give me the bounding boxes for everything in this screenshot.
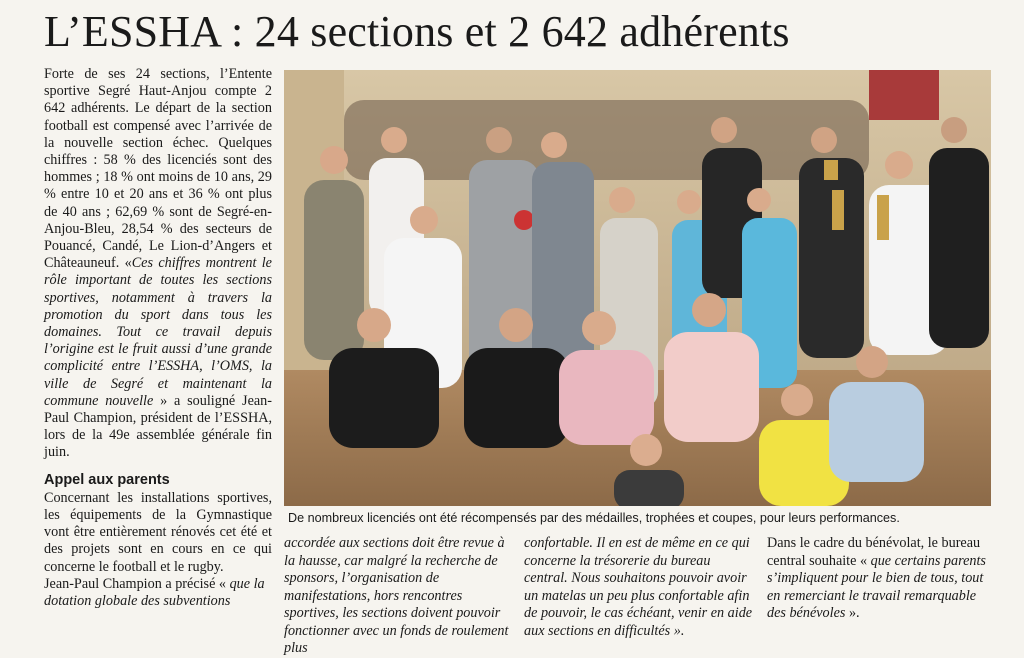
section-subheading: Appel aux parents <box>44 471 170 488</box>
photo-caption: De nombreux licenciés ont été récompensés par des médailles, trophées et coupes, pour leurs performances. <box>288 511 900 525</box>
para3-text: Jean-Paul Champion a précisé « <box>44 575 230 592</box>
intro-quote: Ces chiffres montrent le rôle important de toutes les sections sportives, notamment à travers la promotion du sport dans tous les domaines. Tout ce travail depuis l’origine est le fruit aussi d’une grande complicité entre l’ESSHA, l’OMS, la ville de Segré et maintenant la commune nouvelle <box>44 255 272 409</box>
col4-text: Dans le cadre du bénévolat, le bureau central souhaite « <box>767 535 981 569</box>
article-column-3: confortable. Il en est de même en ce qui concerne la trésorerie du bureau central. Nous souhaitons pouvoir avoir un matelas un peu plus confortable afin de pouvoir, le cas échéant, venir en aide aux sections en difficultés ». <box>524 535 753 639</box>
article-left-column <box>44 66 272 610</box>
headline: L’ESSHA : 24 sections et 2 642 adhérents <box>44 7 790 56</box>
article-paragraph-intro <box>44 66 272 462</box>
col4-quote: que certains parents s’impliquent pour le bien de tous, tout en remerciant le travail remarquable des bénévoles <box>767 552 986 621</box>
intro-text: Forte de ses 24 sections, l’Entente sportive Segré Haut-Anjou compte 2 642 adhérents. Le départ de la section football est compensé avec l’arrivée de la nouvelle section échec. Quelques chiffres : 58 % des licenciés sont des hommes ; 18 % ont moins de 10 ans, 29 % entre 10 et 20 ans et 36 % ont plus de 40 ans ; 62,69 % sont de Segré-en-Anjou-Bleu, 28,54 % des secteurs de Pouancé, Candé, Le Lion-d’Angers et Châteauneuf. « <box>44 66 272 272</box>
article-column-4 <box>767 535 993 623</box>
article-column-2: accordée aux sections doit être revue à la hausse, car malgré la recherche de sponsors, l’organisation de manifestations, hors rencontres sportives, les sections doivent pouvoir fonctionner avec un fonds de roulement plus <box>284 535 509 656</box>
col4-end: ». <box>845 605 860 621</box>
article-paragraph-3 <box>44 576 272 610</box>
para3-quote: que la dotation globale des subventions <box>44 575 265 610</box>
intro-attribution: » a souligné Jean-Paul Champion, président de l’ESSHA, lors de la 49e assemblée générale fin juin. <box>44 392 272 461</box>
article-paragraph-2: Concernant les installations sportives, les équipements de la Gymnastique vont être entièrement rénovés cet été et des projets sont en cours en ce qui concerne le football et le rugby. <box>44 489 272 575</box>
group-photo <box>284 70 991 506</box>
